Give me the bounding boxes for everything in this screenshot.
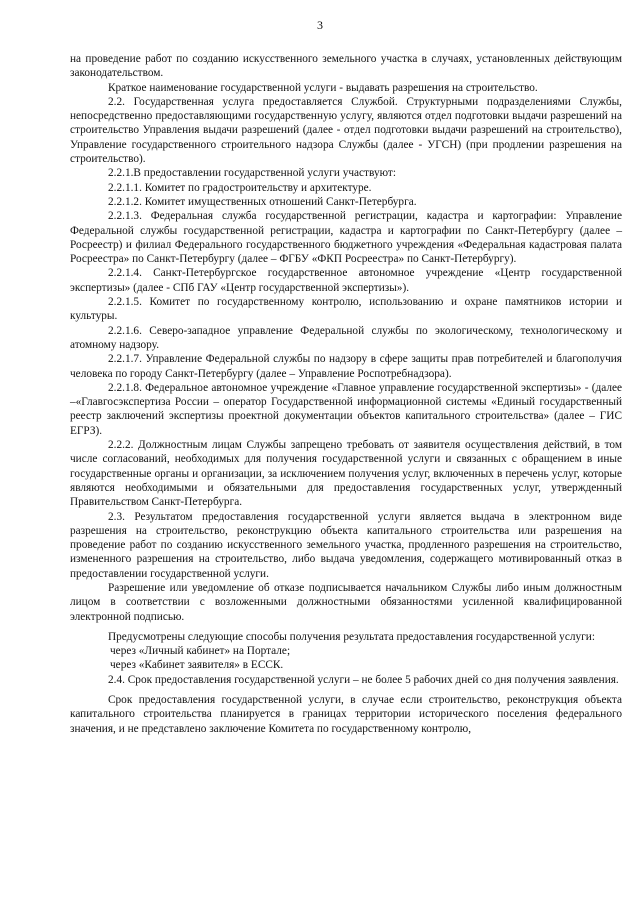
paragraph: Краткое наименование государственной услуги - выдавать разрешения на строительство. [108, 81, 538, 94]
paragraph: 2.2.1.1. Комитет по градостроительству и архитектуре. [108, 181, 372, 194]
paragraph: на проведение работ по созданию искусственного земельного участка в случаях, установленных действующим законодательством. [70, 53, 622, 80]
document-body [70, 52, 622, 736]
paragraph: 2.2.1.6. Северо-западное управление Федеральной службы по экологическому, технологическому и атомному надзору. [70, 324, 622, 351]
paragraph: 2.2.1.В предоставлении государственной услуги участвуют: [108, 167, 396, 180]
page-number: 3 [317, 18, 323, 32]
paragraph: 2.2.1.5. Комитет по государственному контролю, использованию и охране памятников истории и культуры. [70, 296, 622, 323]
paragraph: 2.2.1.8. Федеральное автономное учреждение «Главное управление государственной экспертизы» - (далее –«Главгосэкспертиза России – оператор Государственной информационной системы «Единый государственный реестр заключений экспертизы проектной документации объектов капитального строительства» (далее – ГИС ЕГРЗ). [70, 381, 622, 437]
paragraph: 2.3. Результатом предоставления государственной услуги является выдача в электронном виде разрешения на строительство, реконструкцию объекта капитального строительства или разрешения на проведение работ по созданию искусственного земельного участка, продленного разрешения на строительство, измененного разрешения на строительство, либо выдача уведомления, содержащего мотивированный отказ в предоставлении государственной услуги. [70, 510, 622, 580]
paragraph: 2.4. Срок предоставления государственной услуги – не более 5 рабочих дней со дня получения заявления. [108, 673, 619, 686]
paragraph: через «Кабинет заявителя» в ЕССК. [110, 659, 284, 672]
paragraph: 2.2.2. Должностным лицам Службы запрещено требовать от заявителя осуществления действий, в том числе согласований, необходимых для получения государственной услуги и связанных с обращением в иные государственные органы и организации, за исключением получения услуг, включенных в перечень услуг, которые являются необходимыми и обязательными для предоставления государственных услуг, утвержденный Правительством Санкт-Петербурга. [70, 439, 622, 509]
paragraph: 2.2.1.2. Комитет имущественных отношений Санкт-Петербурга. [108, 195, 417, 208]
paragraph: 2.2.1.7. Управление Федеральной службы по надзору в сфере защиты прав потребителей и благополучия человека по городу Санкт-Петербургу (далее – Управление Роспотребнадзора). [70, 353, 622, 380]
paragraph: 2.2.1.3. Федеральная служба государственной регистрации, кадастра и картографии: Управление Федеральной службы государственной регистрации, кадастра и картографии по Санкт-Петербургу (далее – Росреестр) и филиал Федерального государственного бюджетного учреждения «Федеральная кадастровая палата Росреестра» по Санкт-Петербургу (далее – ФГБУ «ФКП Росреестра» по Санкт-Петербургу). [70, 210, 622, 266]
paragraph: Предусмотрены следующие способы получения результата предоставления государственной услуги: [108, 630, 595, 643]
paragraph: через «Личный кабинет» на Портале; [110, 645, 291, 658]
paragraph: 2.2. Государственная услуга предоставляется Службой. Структурными подразделениями Службы, непосредственно предоставляющими государственную услугу, являются отдел подготовки выдачи разрешений на строительство Управления выдачи разрешений (далее - отдел подготовки выдачи разрешений на строительство), Управление государственного строительного надзора Службы (далее - УГСН) (при продлении разрешения на строительство). [70, 95, 622, 166]
paragraph: Срок предоставления государственной услуги, в случае если строительство, реконструкция объекта капитального строительства планируется в границах территории исторического поселения федерального значения, и не представлено заключение Комитета по государственному контролю, [70, 694, 622, 735]
paragraph: 2.2.1.4. Санкт-Петербургское государственное автономное учреждение «Центр государственной экспертизы» (далее - СПб ГАУ «Центр государственной экспертизы»). [70, 267, 622, 294]
paragraph: Разрешение или уведомление об отказе подписывается начальником Службы либо иным должностным лицом в соответствии с возложенными должностными обязанностями усиленной квалифицированной электронной подписью. [70, 581, 622, 623]
